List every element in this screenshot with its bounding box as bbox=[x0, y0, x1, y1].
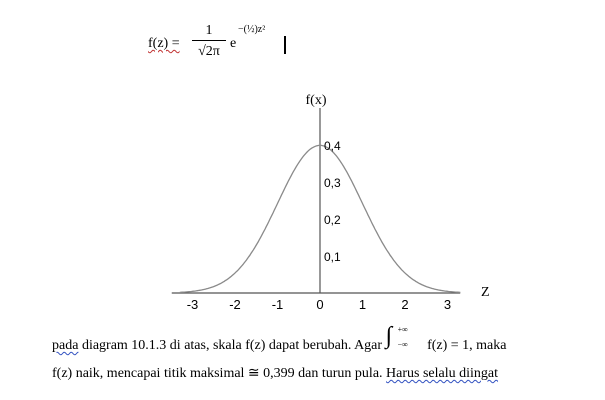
x-tick-label: 0 bbox=[316, 297, 324, 312]
line2-text: f(z) naik, mencapai titik maksimal ≅ 0,399 dan turun pula. bbox=[52, 366, 387, 381]
line1-tail: f(z) = 1, maka bbox=[423, 338, 507, 353]
formula-lhs: f(z) = bbox=[148, 36, 180, 51]
y-axis-label: f(x) bbox=[305, 93, 327, 108]
y-tick-label: 0,2 bbox=[324, 213, 341, 227]
integral-symbol: ∫ +∞ −∞ bbox=[385, 323, 408, 349]
word-pada: pada bbox=[52, 338, 79, 353]
x-tick-label: -2 bbox=[229, 297, 241, 312]
line1-text: diagram 10.1.3 di atas, skala f(z) dapat berubah. Agar bbox=[78, 338, 386, 353]
formula-base: e bbox=[230, 36, 237, 51]
formula-denominator: √2π bbox=[198, 44, 220, 59]
x-axis-label: Z bbox=[481, 285, 490, 300]
x-tick-label: -1 bbox=[271, 297, 284, 312]
integral-upper-limit: +∞ bbox=[397, 325, 408, 334]
x-tick-label: 3 bbox=[443, 297, 452, 312]
x-tick-label: -3 bbox=[186, 297, 199, 312]
y-tick-label: 0,4 bbox=[324, 139, 341, 153]
integral-lower-limit: −∞ bbox=[397, 340, 408, 349]
formula-numerator: 1 bbox=[205, 23, 213, 38]
formula-exponent: −(½)z² bbox=[238, 24, 266, 35]
y-tick-label: 0,3 bbox=[324, 176, 341, 190]
line2-underlined-text: Harus selalu diingat bbox=[386, 366, 499, 381]
x-tick-label: 2 bbox=[401, 297, 409, 312]
x-tick-label: 1 bbox=[358, 297, 367, 312]
paragraph-line-2 bbox=[52, 365, 498, 382]
x-tick-labels bbox=[187, 297, 451, 312]
paragraph-line-1 bbox=[52, 323, 507, 354]
y-tick-label: 0,1 bbox=[324, 250, 341, 264]
